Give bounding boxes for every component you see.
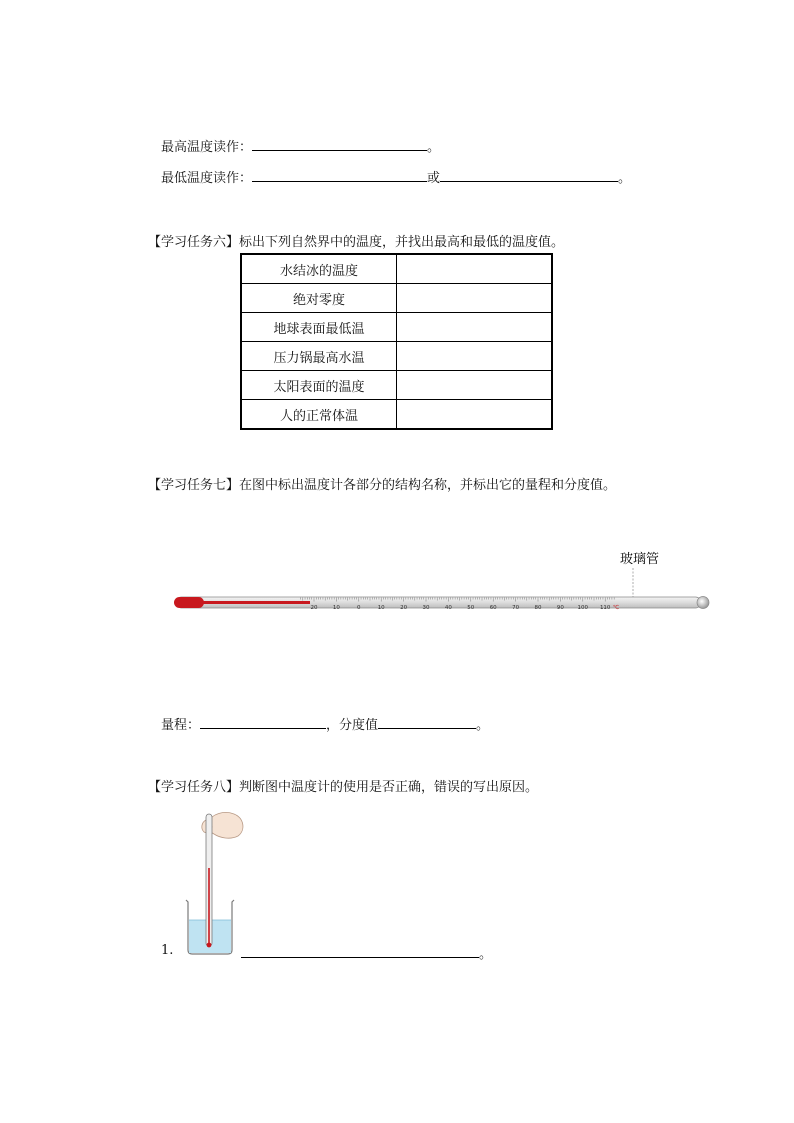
task6-heading: 【学习任务六】标出下列自然界中的温度，并找出最高和最低的温度值。 — [148, 235, 565, 250]
tick-label: 60 — [489, 605, 497, 611]
item-1-period: 。 — [479, 947, 493, 962]
row-label: 地球表面最低温 — [241, 313, 397, 342]
liquid-column — [198, 601, 310, 604]
table-row — [241, 342, 552, 371]
row-value-cell[interactable] — [397, 371, 553, 400]
tick-label: 10 — [377, 605, 385, 611]
row-label: 绝对零度 — [241, 284, 397, 313]
tick-label: 30 — [422, 605, 430, 611]
range-blank[interactable] — [200, 715, 326, 729]
range-label: 量程： — [161, 718, 201, 733]
max-reading-line — [161, 136, 440, 155]
tick-label: 50 — [467, 605, 475, 611]
range-period: 。 — [476, 718, 490, 733]
tick-label: 90 — [556, 605, 564, 611]
range-line — [161, 714, 489, 733]
row-label: 压力锅最高水温 — [241, 342, 397, 371]
hand-icon — [207, 812, 242, 838]
task7-heading: 【学习任务七】在图中标出温度计各部分的结构名称，并标出它的量程和分度值。 — [148, 478, 617, 493]
min-reading-period: 。 — [618, 171, 632, 186]
min-reading-line — [161, 167, 631, 186]
row-label: 人的正常体温 — [241, 400, 397, 430]
tick-label: 80 — [534, 605, 542, 611]
division-blank[interactable] — [378, 715, 476, 729]
tick-label: 20 — [400, 605, 408, 611]
min-reading-blank-2[interactable] — [440, 168, 618, 182]
max-reading-period: 。 — [427, 140, 441, 155]
min-reading-or: 或 — [427, 171, 441, 186]
beaker-thermometer-illustration — [178, 808, 252, 958]
table-row — [241, 400, 552, 430]
tick-label: 70 — [512, 605, 520, 611]
item-1-line — [161, 943, 173, 958]
tube-end-cap — [697, 597, 709, 609]
table-row — [241, 254, 552, 284]
row-value-cell[interactable] — [397, 342, 553, 371]
range-comma: ， — [326, 718, 340, 733]
division-label: 分度值 — [339, 718, 379, 733]
min-reading-blank-1[interactable] — [252, 168, 427, 182]
row-label: 太阳表面的温度 — [241, 371, 397, 400]
table-row — [241, 313, 552, 342]
tick-label: 100 — [577, 605, 589, 611]
table-row — [241, 371, 552, 400]
temperature-table — [240, 253, 553, 430]
row-value-cell[interactable] — [397, 313, 553, 342]
tick-label: 20 — [310, 605, 318, 611]
glass-tube-label: 玻璃管 — [620, 552, 660, 567]
max-reading-blank[interactable] — [252, 137, 427, 151]
item-1-blank[interactable] — [241, 944, 479, 958]
max-reading-label: 最高温度读作： — [161, 140, 253, 155]
table-row — [241, 284, 552, 313]
thermometer-bulb — [207, 943, 212, 948]
task8-heading: 【学习任务八】判断图中温度计的使用是否正确，错误的写出原因。 — [148, 780, 539, 795]
tick-label: 40 — [444, 605, 452, 611]
tick-label: 110 — [599, 605, 611, 611]
item-number: 1. — [161, 943, 174, 958]
item-1-answer — [241, 943, 492, 962]
row-label: 水结冰的温度 — [241, 254, 397, 284]
unit-label: ℃ — [612, 605, 620, 611]
row-value-cell[interactable] — [397, 400, 553, 430]
thermometer-diagram — [168, 546, 716, 618]
tick-label: 10 — [332, 605, 340, 611]
row-value-cell[interactable] — [397, 254, 553, 284]
min-reading-label: 最低温度读作： — [161, 171, 253, 186]
tick-label: 0 — [357, 605, 361, 611]
row-value-cell[interactable] — [397, 284, 553, 313]
